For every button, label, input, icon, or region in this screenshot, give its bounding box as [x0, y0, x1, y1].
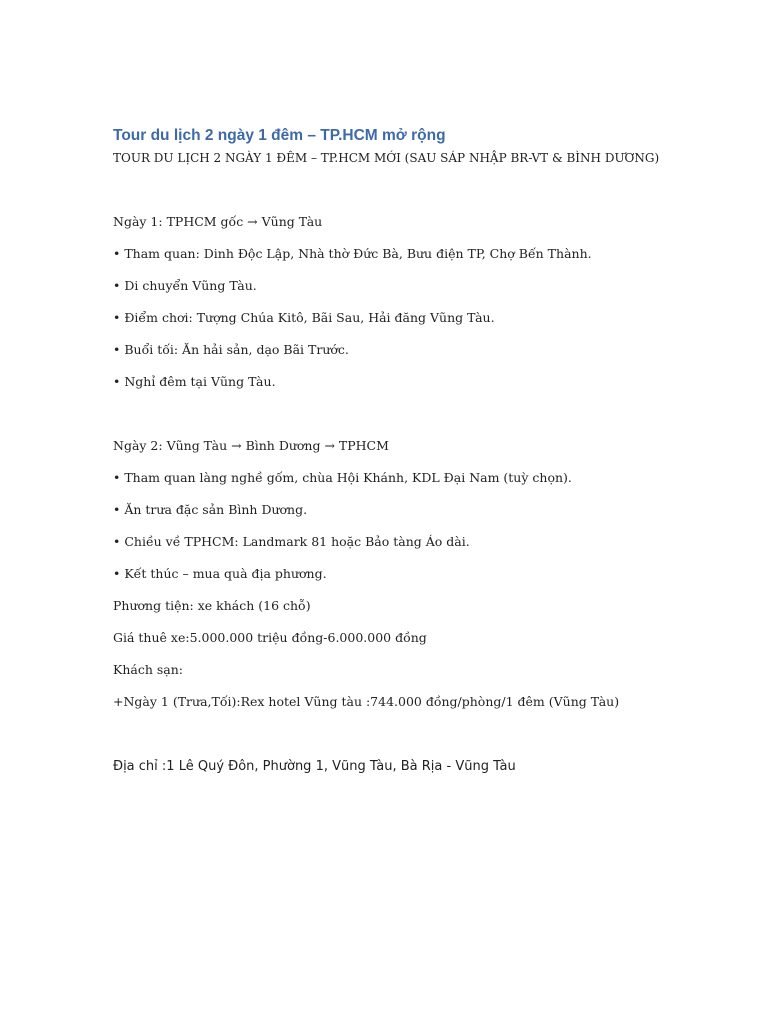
day1-item: • Di chuyển Vũng Tàu. [113, 278, 257, 293]
day2-item: • Chiều về TPHCM: Landmark 81 hoặc Bảo tàng Áo dài. [113, 534, 470, 549]
rental-price-line: Giá thuê xe:5.000.000 triệu đồng-6.000.000 đồng [113, 630, 427, 645]
day2-item: • Ăn trưa đặc sản Bình Dương. [113, 502, 308, 517]
day1-heading: Ngày 1: TPHCM gốc → Vũng Tàu [113, 214, 323, 229]
document-title: Tour du lịch 2 ngày 1 đêm – TP.HCM mở rộng [113, 127, 446, 144]
day2-heading: Ngày 2: Vũng Tàu → Bình Dương → TPHCM [113, 438, 389, 453]
transport-line: Phương tiện: xe khách (16 chỗ) [113, 598, 311, 613]
hotel-label: Khách sạn: [113, 662, 183, 677]
day2-item: • Tham quan làng nghề gốm, chùa Hội Khánh, KDL Đại Nam (tuỳ chọn). [113, 470, 572, 485]
day1-item: • Nghỉ đêm tại Vũng Tàu. [113, 374, 276, 389]
day1-item: • Buổi tối: Ăn hải sản, dạo Bãi Trước. [113, 342, 349, 357]
day1-item: • Điểm chơi: Tượng Chúa Kitô, Bãi Sau, Hải đăng Vũng Tàu. [113, 310, 495, 325]
day1-item: • Tham quan: Dinh Độc Lập, Nhà thờ Đức Bà, Bưu điện TP, Chợ Bến Thành. [113, 246, 592, 261]
day2-item: • Kết thúc – mua quà địa phương. [113, 566, 327, 581]
document-subtitle: TOUR DU LỊCH 2 NGÀY 1 ĐÊM – TP.HCM MỚI (SAU SÁP NHẬP BR-VT & BÌNH DƯƠNG) [113, 151, 660, 165]
address-line: Địa chỉ :1 Lê Quý Đôn, Phường 1, Vũng Tàu, Bà Rịa - Vũng Tàu [113, 759, 516, 774]
hotel-day1-line: +Ngày 1 (Trưa,Tối):Rex hotel Vũng tàu :744.000 đồng/phòng/1 đêm (Vũng Tàu) [113, 694, 620, 709]
